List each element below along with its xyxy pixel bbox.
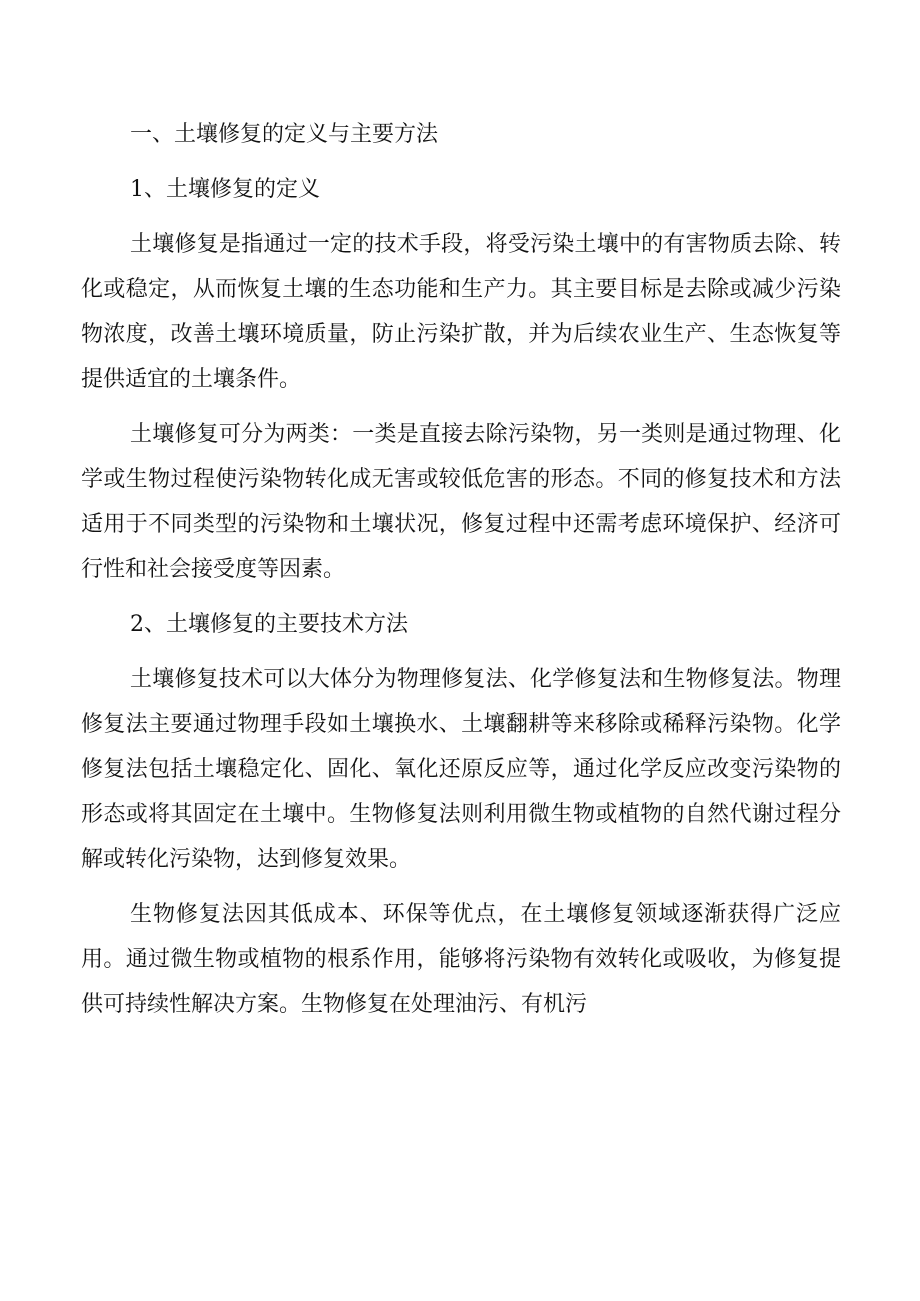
subsection-heading-2: 2、土壤修复的主要技术方法 (130, 612, 408, 637)
paragraph-3: 土壤修复技术可以大体分为物理修复法、化学修复法和生物修复法。物理修复法主要通过物理手段如土壤换水、土壤翻耕等来移除或稀释污染物。化学修复法包括土壤稳定化、固化、氧化还原反应等，通过化学反应改变污染物的形态或将其固定在土壤中。生物修复法则利用微生物或植物的自然代谢过程分解或转化污染物，达到修复效果。 (81, 667, 841, 872)
paragraph-1: 土壤修复是指通过一定的技术手段，将受污染土壤中的有害物质去除、转化或稳定，从而恢复土壤的生态功能和生产力。其主要目标是去除或减少污染物浓度，改善土壤环境质量，防止污染扩散，并为后续农业生产、生态恢复等提供适宜的土壤条件。 (81, 232, 841, 392)
section-heading-main: 一、土壤修复的定义与主要方法 (130, 122, 439, 147)
document-body (81, 112, 841, 1037)
subsection-heading-1: 1、土壤修复的定义 (130, 177, 320, 202)
paragraph-2: 土壤修复可分为两类：一类是直接去除污染物，另一类则是通过物理、化学或生物过程使污染物转化成无害或较低危害的形态。不同的修复技术和方法适用于不同类型的污染物和土壤状况，修复过程中还需考虑环境保护、经济可行性和社会接受度等因素。 (81, 422, 841, 582)
paragraph-4: 生物修复法因其低成本、环保等优点，在土壤修复领域逐渐获得广泛应用。通过微生物或植物的根系作用，能够将污染物有效转化或吸收，为修复提供可持续性解决方案。生物修复在处理油污、有机污 (81, 902, 841, 1017)
